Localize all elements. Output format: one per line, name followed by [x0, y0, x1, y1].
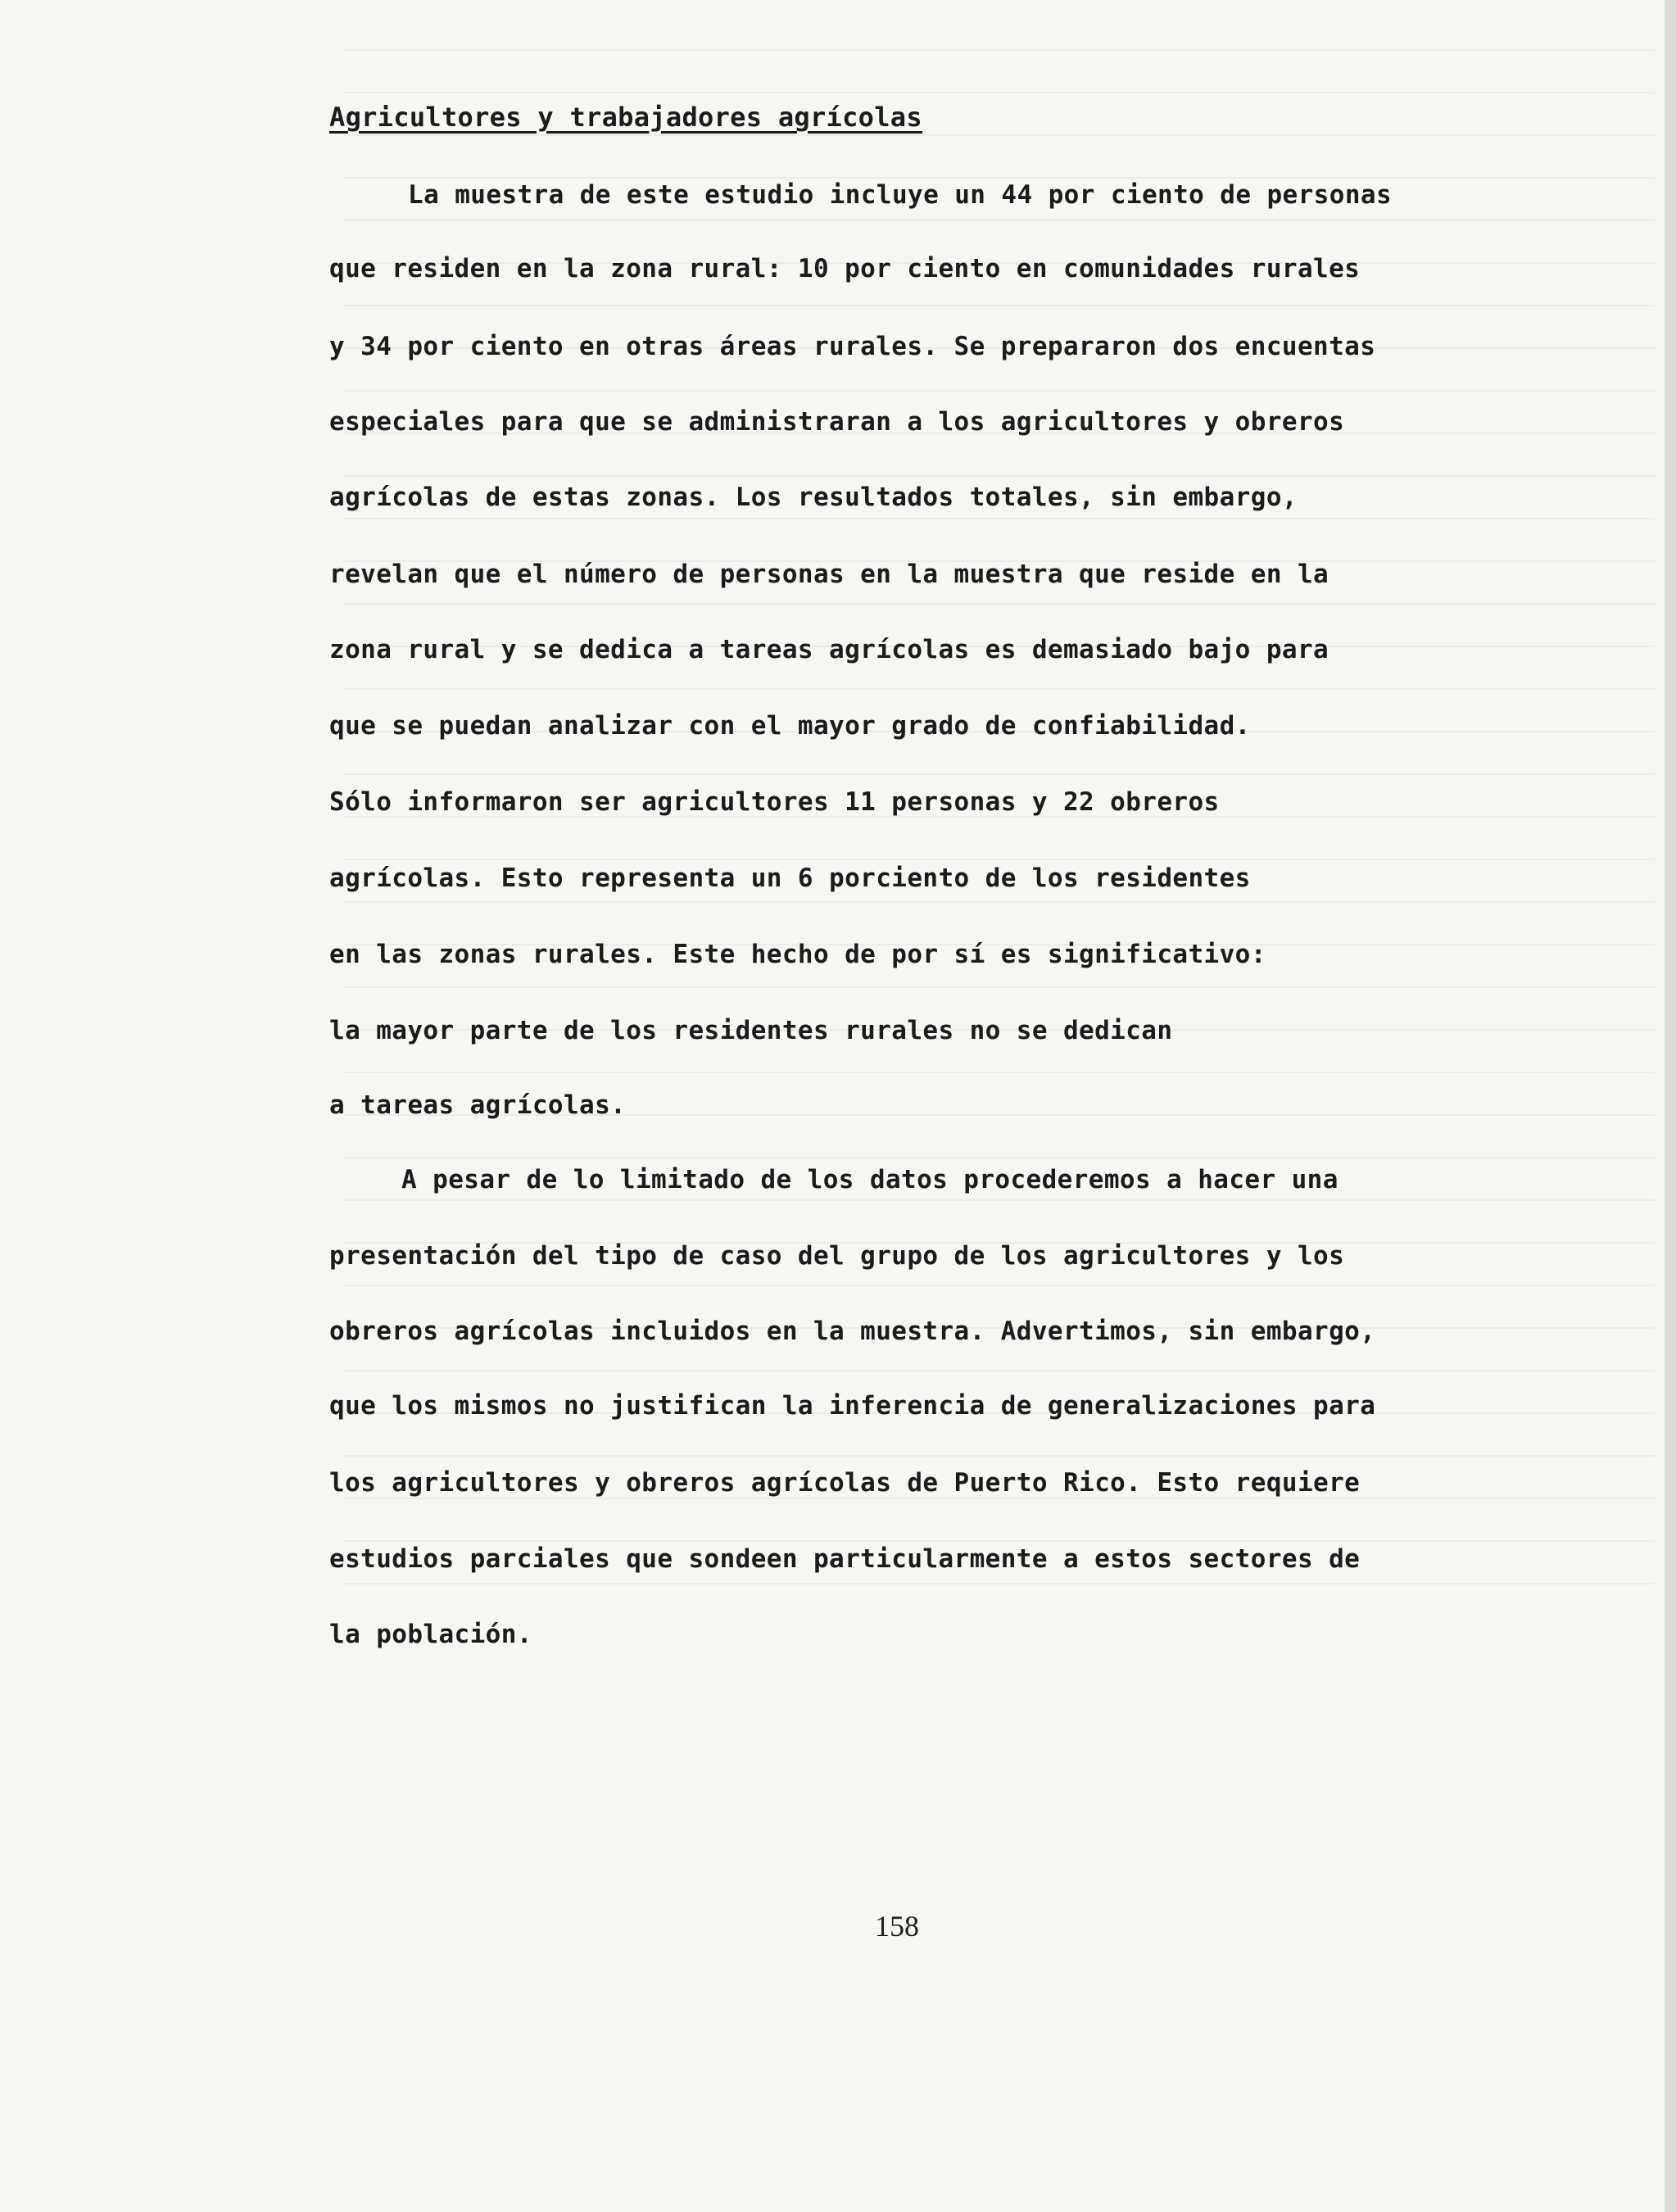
paragraph-line: la población. [329, 1620, 532, 1649]
paragraph-line: obreros agrícolas incluidos en la muestra. Advertimos, sin embargo, [329, 1317, 1376, 1346]
paragraph-line: Sólo informaron ser agricultores 11 personas y 22 obreros [329, 787, 1220, 817]
paragraph-line: revelan que el número de personas en la muestra que reside en la [329, 560, 1329, 589]
paragraph-line: A pesar de lo limitado de los datos procederemos a hacer una [401, 1165, 1339, 1194]
paragraph-line: la mayor parte de los residentes rurales no se dedican [329, 1016, 1173, 1045]
paragraph-line: que residen en la zona rural: 10 por ciento en comunidades rurales [329, 254, 1361, 283]
paragraph-line: agrícolas de estas zonas. Los resultados totales, sin embargo, [329, 483, 1298, 512]
paragraph-line: presentación del tipo de caso del grupo de los agricultores y los [329, 1241, 1345, 1271]
paragraph-line: zona rural y se dedica a tareas agrícolas es demasiado bajo para [329, 635, 1329, 664]
paragraph-line: que se puedan analizar con el mayor grado de confiabilidad. [329, 711, 1251, 741]
paragraph-line: estudios parciales que sondeen particularmente a estos sectores de [329, 1544, 1361, 1574]
paragraph-line: y 34 por ciento en otras áreas rurales. Se prepararon dos encuentas [329, 332, 1376, 361]
paragraph-line: en las zonas rurales. Este hecho de por sí es significativo: [329, 940, 1266, 969]
page-number: 158 [875, 1910, 919, 1942]
paragraph-line: La muestra de este estudio incluye un 44 por ciento de personas [408, 180, 1393, 210]
paragraph-line: que los mismos no justifican la inferencia de generalizaciones para [329, 1391, 1376, 1421]
paragraph-line: especiales para que se administraran a los agricultores y obreros [329, 407, 1345, 437]
paragraph-line: los agricultores y obreros agrícolas de Puerto Rico. Esto requiere [329, 1468, 1361, 1498]
section-heading: Agricultores y trabajadores agrícolas [329, 102, 922, 133]
paragraph-line: a tareas agrícolas. [329, 1090, 627, 1120]
page-edge [1665, 0, 1676, 2212]
paragraph-line: agrícolas. Esto representa un 6 porciento de los residentes [329, 863, 1251, 893]
